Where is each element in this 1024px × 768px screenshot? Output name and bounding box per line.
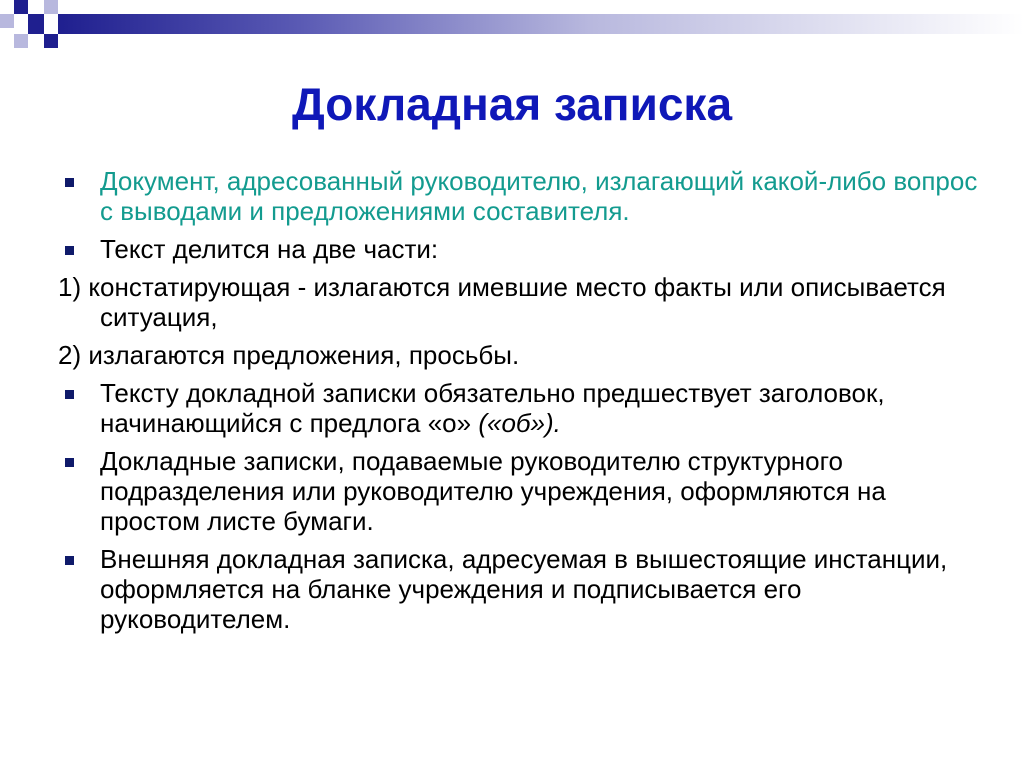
numbered-item-text: 1) констатирующая - излагаются имевшие место факты или описывается ситуация, bbox=[58, 272, 946, 332]
deco-square bbox=[14, 0, 28, 14]
square-bullet-icon bbox=[65, 178, 74, 187]
list-item bbox=[58, 446, 978, 536]
list-item-text: Внешняя докладная записка, адресуемая в вышестоящие инстанции, оформляется на бланке учреждения и подписывается его руководителем. bbox=[100, 544, 948, 634]
deco-square bbox=[28, 14, 44, 34]
list-item bbox=[58, 544, 978, 634]
list-item bbox=[58, 234, 978, 264]
list-item-text: Докладные записки, подаваемые руководителю структурного подразделения или руководителю учреждения, оформляются на простом листе бумаги. bbox=[100, 446, 886, 536]
square-bullet-icon bbox=[65, 556, 74, 565]
deco-square bbox=[44, 0, 58, 14]
deco-square bbox=[14, 34, 28, 48]
header-gradient-bar bbox=[58, 14, 1024, 34]
square-bullet-icon bbox=[65, 390, 74, 399]
definition-text: Документ, адресованный руководителю, излагающий какой-либо вопрос с выводами и предложениями составителя. bbox=[100, 166, 978, 226]
list-item-text: Текст делится на две части: bbox=[100, 234, 439, 264]
numbered-item-text: 2) излагаются предложения, просьбы. bbox=[58, 340, 520, 370]
numbered-item bbox=[58, 272, 978, 332]
deco-square bbox=[0, 14, 14, 28]
list-item-text: Тексту докладной записки обязательно предшествует заголовок, начинающийся с предлога «о» bbox=[100, 378, 885, 438]
list-item bbox=[58, 166, 978, 226]
numbered-item bbox=[58, 340, 978, 370]
square-bullet-icon bbox=[65, 246, 74, 255]
slide-title: Докладная записка bbox=[291, 78, 733, 130]
slide-content bbox=[58, 166, 978, 642]
deco-square bbox=[44, 34, 58, 48]
square-bullet-icon bbox=[65, 458, 74, 467]
list-item-emphasis: («об»). bbox=[478, 408, 561, 438]
list-item bbox=[58, 378, 978, 438]
